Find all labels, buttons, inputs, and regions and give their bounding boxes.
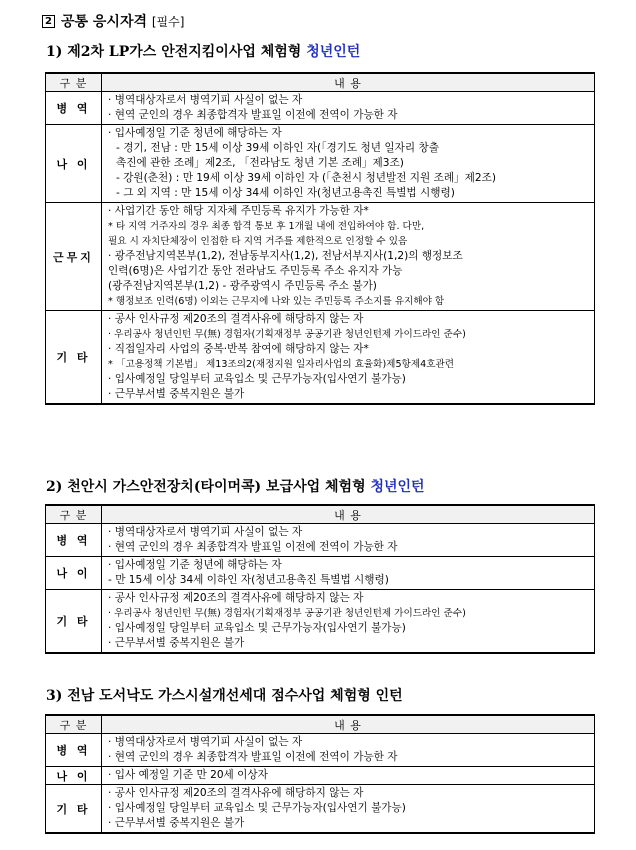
col-content-header: 내 용 xyxy=(102,73,595,92)
content-line: · 공사 인사규정 제20조의 결격사유에 해당하지 않는 자 xyxy=(108,313,364,325)
content-line: * 타 지역 거주자의 경우 최종 합격 통보 후 1개월 내에 전입하여야 함. 다만, xyxy=(108,221,425,232)
section-1-title-highlight: 청년인턴 xyxy=(306,44,361,60)
row-content xyxy=(102,311,595,405)
section-2-title-text: 2) 천안시 가스안전장치(타이머콕) 보급사업 체험형 xyxy=(46,479,366,495)
col-category-header: 구 분 xyxy=(46,73,102,92)
table-header-row xyxy=(46,73,595,92)
content-line: - 경기, 전남 : 만 15세 이상 39세 이하인 자(「경기도 청년 일자리 창출 xyxy=(116,142,439,154)
row-category: 근무지 xyxy=(46,203,102,311)
col-content-header: 내 용 xyxy=(102,715,595,734)
content-line: · 병역대상자로서 병역기피 사실이 없는 자 xyxy=(108,526,303,538)
row-content xyxy=(102,734,595,767)
row-category: 기 타 xyxy=(46,590,102,654)
row-category: 병 역 xyxy=(46,92,102,125)
col-category-header: 구 분 xyxy=(46,715,102,734)
content-line: · 입사예정일 당일부터 교육입소 및 근무가능자(입사연기 불가능) xyxy=(108,802,406,814)
content-line: · 광주전남지역본부(1,2), 전남동부지사(1,2), 전남서부지사(1,2)의 행정보조 xyxy=(108,250,463,262)
row-category: 나 이 xyxy=(46,125,102,203)
section-header-title: 공통 응시자격 xyxy=(60,14,147,30)
section-header xyxy=(42,11,184,31)
content-line: · 병역대상자로서 병역기피 사실이 없는 자 xyxy=(108,736,303,748)
content-line: · 병역대상자로서 병역기피 사실이 없는 자 xyxy=(108,94,303,106)
section-2-title-highlight: 청년인턴 xyxy=(370,479,425,495)
table-row xyxy=(46,767,595,785)
content-line: · 현역 군인의 경우 최종합격자 발표일 이전에 전역이 가능한 자 xyxy=(108,541,398,553)
col-content-header: 내 용 xyxy=(102,505,595,524)
content-line: - 만 15세 이상 34세 이하인 자(청년고용촉진 특별법 시행령) xyxy=(108,574,389,586)
section-1-table xyxy=(45,72,595,405)
content-line: · 공사 인사규정 제20조의 결격사유에 해당하지 않는 자 xyxy=(108,592,364,604)
row-content xyxy=(102,785,595,834)
content-line: 필요 시 자치단체장이 인접한 타 지역 거주를 제한적으로 인정할 수 있음 xyxy=(108,236,408,247)
table-row xyxy=(46,524,595,557)
section-1-title-text: 1) 제2차 LP가스 안전지킴이사업 체험형 xyxy=(46,44,302,60)
row-content xyxy=(102,203,595,311)
content-line: * 「고용정책 기본법」 제13조의2(재정지원 일자리사업의 효율화)제5항제4호관련 xyxy=(108,359,454,370)
content-line: - 그 외 지역 : 만 15세 이상 34세 이하인 자(청년고용촉진 특별법 시행령) xyxy=(116,187,455,199)
row-content xyxy=(102,125,595,203)
content-line: · 우리공사 청년인턴 무(無) 경험자(기획재정부 공공기관 청년인턴제 가이드라인 준수) xyxy=(108,608,466,619)
table-header-row xyxy=(46,505,595,524)
row-content xyxy=(102,590,595,654)
content-line: · 사업기간 동안 해당 지자체 주민등록 유지가 가능한 자* xyxy=(108,205,369,217)
table-row xyxy=(46,125,595,203)
content-line: * 행정보조 인력(6명) 이외는 근무지에 나와 있는 주민등록 주소지를 유지해야 함 xyxy=(108,296,445,307)
content-line: · 입사예정일 당일부터 교육입소 및 근무가능자(입사연기 불가능) xyxy=(108,622,406,634)
content-line: · 공사 인사규정 제20조의 결격사유에 해당하지 않는 자 xyxy=(108,787,364,799)
content-line: · 입사 예정일 기준 만 20세 이상자 xyxy=(108,769,268,781)
table-row xyxy=(46,92,595,125)
row-category: 병 역 xyxy=(46,524,102,557)
section-number-box: 2 xyxy=(42,15,55,28)
row-category: 기 타 xyxy=(46,785,102,834)
row-category: 나 이 xyxy=(46,767,102,785)
content-line: · 입사예정일 당일부터 교육입소 및 근무가능자(입사연기 불가능) xyxy=(108,373,406,385)
content-line: - 강원(춘천) : 만 19세 이상 39세 이하인 자 (「춘천시 청년발전 지원 조례」제2조) xyxy=(116,172,496,184)
content-line: · 현역 군인의 경우 최종합격자 발표일 이전에 전역이 가능한 자 xyxy=(108,109,398,121)
table-row xyxy=(46,203,595,311)
section-3-table xyxy=(45,714,595,834)
section-1-title xyxy=(46,41,360,61)
row-content xyxy=(102,524,595,557)
section-2-title xyxy=(46,476,425,496)
table-row xyxy=(46,311,595,405)
content-line: 촉진에 관한 조례」제2조, 「전라남도 청년 기본 조례」제3조) xyxy=(116,157,404,169)
content-line: · 입사예정일 기준 청년에 해당하는 자 xyxy=(108,559,282,571)
required-tag: [필수] xyxy=(151,15,185,29)
row-content xyxy=(102,767,595,785)
content-line: · 근무부서별 중복지원은 불가 xyxy=(108,637,245,649)
content-line: · 우리공사 청년인턴 무(無) 경험자(기획재정부 공공기관 청년인턴제 가이드라인 준수) xyxy=(108,329,466,340)
content-line: · 근무부서별 중복지원은 불가 xyxy=(108,388,245,400)
section-3-title-text: 3) 전남 도서낙도 가스시설개선세대 점수사업 체험형 인턴 xyxy=(46,688,403,704)
content-line: · 직접일자리 사업의 중복·반복 참여에 해당하지 않는 자* xyxy=(108,343,369,355)
content-line: · 입사예정일 기준 청년에 해당하는 자 xyxy=(108,127,282,139)
row-category: 나 이 xyxy=(46,557,102,590)
row-content xyxy=(102,92,595,125)
row-category: 기 타 xyxy=(46,311,102,405)
row-content xyxy=(102,557,595,590)
table-row xyxy=(46,590,595,654)
section-2-table xyxy=(45,504,595,654)
content-line: · 현역 군인의 경우 최종합격자 발표일 이전에 전역이 가능한 자 xyxy=(108,751,398,763)
table-header-row xyxy=(46,715,595,734)
content-line: (광주전남지역본부(1,2) - 광주광역시 주민등록 주소 불가) xyxy=(108,280,377,292)
table-row xyxy=(46,734,595,767)
col-category-header: 구 분 xyxy=(46,505,102,524)
section-3-title xyxy=(46,685,403,705)
row-category: 병 역 xyxy=(46,734,102,767)
table-row xyxy=(46,785,595,834)
content-line: 인력(6명)은 사업기간 동안 전라남도 주민등록 주소 유지자 가능 xyxy=(108,265,403,277)
table-row xyxy=(46,557,595,590)
content-line: · 근무부서별 중복지원은 불가 xyxy=(108,817,245,829)
